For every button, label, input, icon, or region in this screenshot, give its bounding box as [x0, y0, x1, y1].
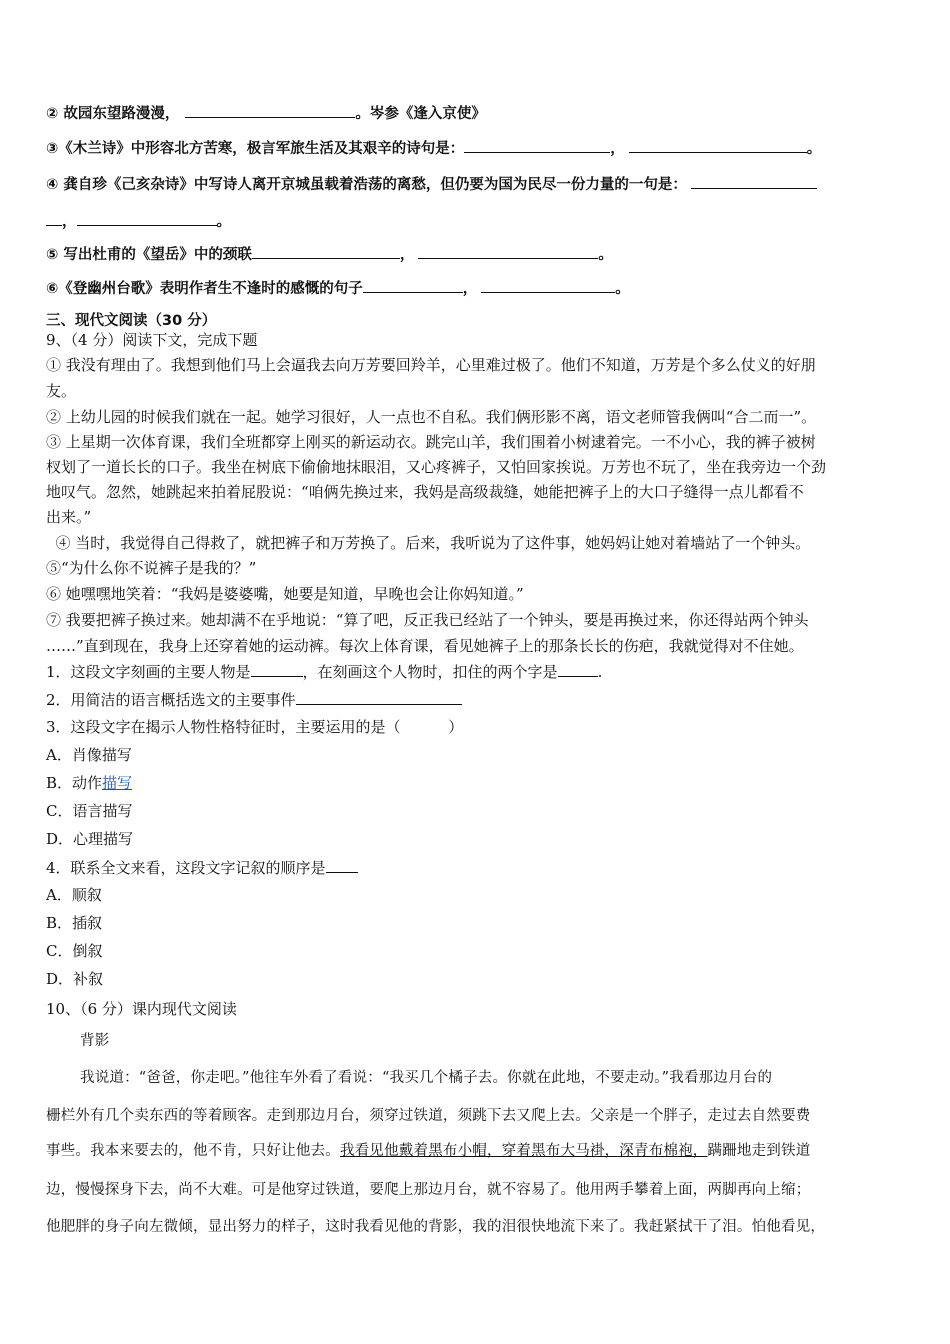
option-d[interactable]: D．心理描写 — [46, 830, 134, 848]
sub-question-2 — [46, 689, 462, 710]
question-text: ，在刻画这个人物时，扣住的两个字是 — [302, 663, 558, 681]
question-text: 。 — [615, 281, 630, 297]
answer-blank[interactable] — [629, 137, 807, 153]
answer-blank[interactable] — [558, 661, 598, 677]
answer-blank[interactable] — [691, 173, 817, 189]
question-text: ⑤ 写出杜甫的《望岳》中的颈联 — [46, 247, 252, 263]
option-a[interactable]: A．肖像描写 — [46, 746, 132, 764]
question-text: ③《木兰诗》中形容北方苦寒，极言军旅生活及其艰辛的诗句是： — [46, 141, 465, 157]
poetry-question-4 — [46, 173, 817, 195]
question-text: 。岑参《逢入京使》 — [355, 106, 486, 122]
answer-blank[interactable] — [252, 243, 400, 259]
separator: ， — [610, 141, 625, 157]
passage-text: 蹒跚地走到铁道 — [707, 1143, 811, 1159]
option-b[interactable] — [46, 773, 132, 793]
poetry-question-2 — [46, 102, 486, 124]
question-text: 。 — [598, 247, 613, 263]
passage-text: 事些。我本来要去的，他不肯，只好让他去。 — [46, 1143, 340, 1159]
passage-line: ⑥ 她嘿嘿地笑着：“我妈是婆婆嘴，她要是知道，早晚也会让你妈知道。” — [46, 585, 524, 603]
passage-line: ④ 当时，我觉得自己得救了，就把裤子和万芳换了。后来，我听说为了这件事，她妈妈让她对着墙站了一个钟头。 — [46, 534, 811, 552]
poetry-question-3 — [46, 137, 821, 159]
passage-line: 友。 — [46, 382, 77, 400]
passage-line: 地叹气。忽然，她跳起来拍着屁股说：“咱俩先换过来，我妈是高级裁缝，她能把裤子上的大口子缝得一点儿都看不 — [46, 483, 804, 501]
question-text: 2．用简洁的语言概括选文的主要事件 — [46, 691, 296, 709]
sub-question-3: 3．这段文字在揭示人物性格特征时，主要运用的是（ ） — [46, 718, 464, 736]
option-d[interactable]: D．补叙 — [46, 970, 104, 988]
passage-line: 杈划了一道长长的口子。我坐在树底下偷偷地抹眼泪，又心疼裤子，又怕回家挨说。万芳也不玩了，坐在我旁边一个劲 — [46, 458, 827, 476]
answer-blank[interactable] — [296, 689, 462, 705]
answer-blank[interactable] — [363, 277, 463, 293]
option-b[interactable]: B．插叙 — [46, 914, 103, 932]
passage-line: ⑦ 我要把裤子换过来。她却满不在乎地说：“算了吧，反正我已经站了一个钟头，要是再换过来，你还得站两个钟头 — [46, 611, 809, 629]
question-text: 。 — [806, 141, 822, 157]
question-text: 4．联系全文来看，这段文字记叙的顺序是 — [46, 859, 326, 877]
option-a[interactable]: A．顺叙 — [46, 886, 102, 904]
question-9-intro: 9、（4 分）阅读下文，完成下题 — [46, 331, 258, 349]
option-text: B．动作 — [46, 774, 103, 792]
separator: ， — [62, 214, 77, 230]
question-text: ② 故园东望路漫漫， — [46, 106, 180, 122]
passage-line: ② 上幼儿园的时候我们就在一起。她学习很好，人一点也不自私。我们俩形影不离，语文老师管我俩叫“合二而一”。 — [46, 408, 817, 426]
question-text: 。 — [216, 214, 231, 230]
passage-line: 我说道：“爸爸，你走吧。”他往车外看了看说：“我买几个橘子去。你就在此地，不要走动。”我看那边月台的 — [80, 1070, 773, 1086]
passage-line: 边，慢慢探身下去，尚不大难。可是他穿过铁道，要爬上那边月台，就不容易了。他用两手攀着上面，两脚再向上缩； — [46, 1182, 811, 1198]
passage-line: ① 我没有理由了。我想到他们马上会逼我去向万芳要回羚羊，心里难过极了。他们不知道，万芳是个多么仗义的好朋 — [46, 356, 816, 374]
poetry-question-6 — [46, 277, 630, 299]
section-title: 三、现代文阅读（30 分） — [46, 313, 217, 329]
poetry-question-4-cont — [46, 210, 231, 232]
answer-blank[interactable] — [185, 102, 355, 118]
question-text: . — [597, 663, 603, 681]
answer-blank[interactable] — [481, 277, 615, 293]
answer-blank[interactable] — [46, 210, 62, 226]
sub-question-1 — [46, 661, 602, 682]
option-c[interactable]: C．倒叙 — [46, 942, 103, 960]
passage-line — [46, 1141, 810, 1161]
option-link[interactable]: 描写 — [102, 774, 133, 792]
answer-blank[interactable] — [418, 243, 598, 259]
underlined-sentence: 我看见他戴着黑布小帽，穿着黑布大马褂，深青布棉袍， — [340, 1143, 708, 1159]
answer-blank[interactable] — [251, 661, 303, 677]
question-text: ④ 龚自珍《己亥杂诗》中写诗人离开京城虽载着浩荡的离愁，但仍要为国为民尽一份力量的一句是： — [46, 177, 687, 193]
answer-blank[interactable] — [77, 210, 217, 226]
option-c[interactable]: C．语言描写 — [46, 802, 133, 820]
passage-line: ……”直到现在，我身上还穿着她的运动裤。每次上体育课，看见她裤子上的那条长长的伤疤，我就觉得对不住她。 — [46, 637, 804, 655]
passage-line: ③ 上星期一次体育课，我们全班都穿上刚买的新运动衣。跳完山羊，我们围着小树逮着完。一不小心，我的裤子被树 — [46, 433, 816, 451]
question-text: ⑥《登幽州台歌》表明作者生不逢时的感慨的句子 — [46, 281, 363, 297]
passage-line: ⑤“为什么你不说裤子是我的？” — [46, 559, 257, 577]
passage-line: 他肥胖的身子向左微倾，显出努力的样子，这时我看见他的背影，我的泪很快地流下来了。我赶紧拭干了泪。怕他看见， — [46, 1219, 826, 1235]
passage-line: 出来。” — [46, 508, 92, 526]
poetry-question-5 — [46, 243, 613, 265]
answer-blank[interactable] — [326, 857, 358, 873]
separator: ， — [399, 247, 415, 263]
question-text: 1．这段文字刻画的主要人物是 — [46, 663, 251, 681]
separator: ， — [462, 281, 478, 297]
passage-title: 背影 — [80, 1033, 110, 1049]
sub-question-4 — [46, 857, 358, 878]
passage-line: 栅栏外有几个卖东西的等着顾客。走到那边月台，须穿过铁道，须跳下去又爬上去。父亲是一个胖子，走过去自然要费 — [46, 1108, 811, 1124]
question-10-intro: 10、（6 分）课内现代文阅读 — [46, 1000, 237, 1018]
answer-blank[interactable] — [464, 137, 610, 153]
